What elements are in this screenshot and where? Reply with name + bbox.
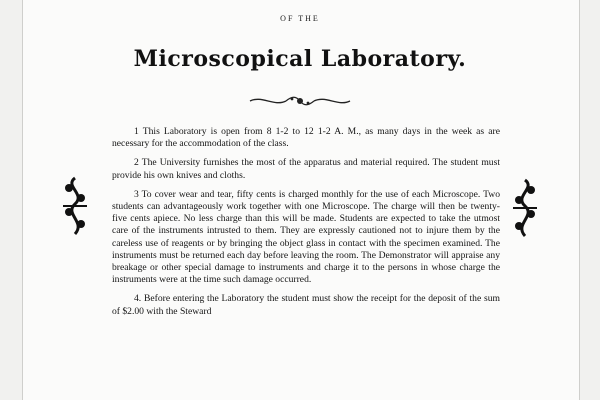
rule-paragraph: 3 To cover wear and tear, fifty cents is charged monthly for the use of each Microscope. Two students can advantageously work together with one Microscope. The charge will then be twenty-five cents apiece. No less charge than this will be made. Students are expected to take the utmost care of the instruments intrusted to them. They are expressly cautioned not to injure them by the careless use of reagents or by bringing the object glass in contact with the specimen examined. The instruments must be returned each day before leaving the room. The Demonstrator will appraise any breakage or other special damage to instruments and charge it to the persons in whose charge the instruments were at the time such damage occurred.: [112, 188, 500, 286]
rule-paragraph: 1 This Laboratory is open from 8 1-2 to 12 1-2 A. M., as many days in the week as are necessary for the accommodation of the class.: [112, 126, 500, 150]
page-title: Microscopical Laboratory.: [133, 46, 467, 72]
floral-ornament-icon: [510, 178, 540, 238]
rule-paragraph: 2 The University furnishes the most of the apparatus and material required. The student must provide his own knives and cloths.: [112, 157, 500, 181]
floral-ornament-icon: [60, 176, 90, 236]
heading-of: OF THE: [280, 14, 320, 23]
rule-paragraph: 4. Before entering the Laboratory the student must show the receipt for the deposit of the sum of $2.00 with the Steward: [112, 293, 500, 317]
flourish-ornament-icon: [248, 94, 352, 108]
rules-body: [112, 126, 500, 325]
